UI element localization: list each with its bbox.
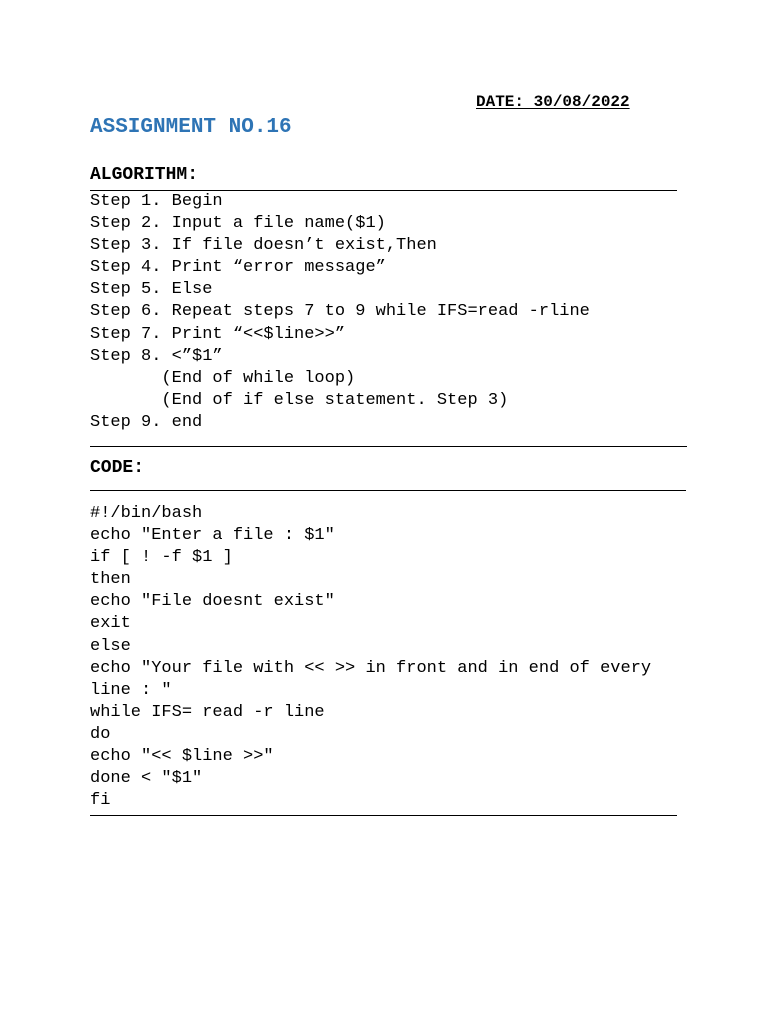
code-bottom-divider (90, 815, 677, 816)
algorithm-line: Step 5. Else (90, 280, 213, 300)
code-block (90, 503, 651, 812)
algorithm-line: Step 6. Repeat steps 7 to 9 while IFS=read -rline (90, 302, 590, 322)
code-line: do (90, 724, 111, 744)
code-top-divider (90, 490, 686, 491)
code-line: line : " (90, 680, 172, 700)
algorithm-line: (End of if else statement. Step 3) (90, 390, 509, 410)
code-line: while IFS= read -r line (90, 702, 325, 722)
code-line: echo "Enter a file : $1" (90, 526, 335, 546)
algorithm-line: Step 8. <”$1” (90, 346, 223, 366)
code-line: exit (90, 614, 131, 634)
code-line: fi (90, 791, 111, 811)
algorithm-line: Step 9. end (90, 412, 203, 432)
assignment-title: ASSIGNMENT NO.16 (90, 116, 292, 139)
algorithm-line: Step 2. Input a file name($1) (90, 214, 386, 234)
code-line: echo "<< $line >>" (90, 747, 274, 767)
code-heading: CODE: (90, 458, 145, 478)
date-label: DATE: 30/08/2022 (476, 93, 630, 111)
algorithm-line: (End of while loop) (90, 368, 356, 388)
code-line: done < "$1" (90, 769, 203, 789)
code-line: if [ ! -f $1 ] (90, 548, 233, 568)
algorithm-line: Step 7. Print “<<$line>>” (90, 324, 346, 344)
code-line: else (90, 636, 131, 656)
algorithm-bottom-divider (90, 446, 687, 447)
algorithm-heading: ALGORITHM: (90, 165, 199, 185)
code-line: echo "File doesnt exist" (90, 592, 335, 612)
algorithm-line: Step 1. Begin (90, 192, 223, 211)
algorithm-steps (90, 191, 590, 434)
code-line: #!/bin/bash (90, 504, 203, 523)
code-line: echo "Your file with << >> in front and in end of every (90, 658, 652, 678)
algorithm-line: Step 3. If file doesn’t exist,Then (90, 236, 437, 256)
algorithm-line: Step 4. Print “error message” (90, 258, 386, 278)
code-line: then (90, 570, 131, 590)
